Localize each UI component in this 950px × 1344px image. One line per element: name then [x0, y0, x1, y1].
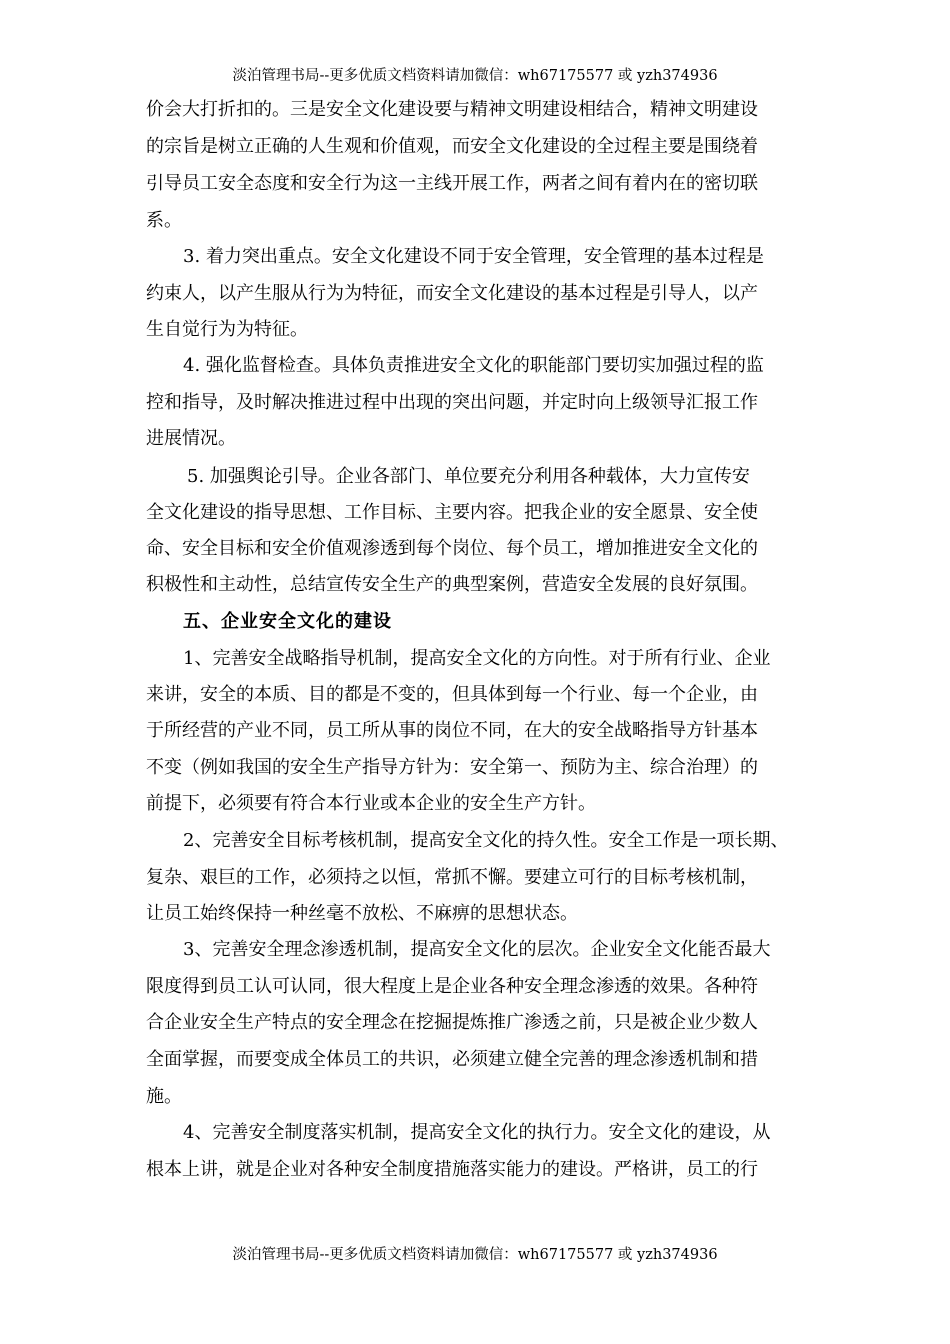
page-footer: 淡泊管理书局--更多优质文档资料请加微信：wh67175577 或 yzh374936 [232, 1247, 718, 1263]
body-line: 限度得到员工认可认同，很大程度上是企业各种安全理念渗透的效果。各种符 [146, 976, 758, 997]
body-line: 合企业安全生产特点的安全理念在挖掘提炼推广渗透之前，只是被企业少数人 [146, 1012, 758, 1033]
paragraph-first-line: 3. 着力突出重点。安全文化建设不同于安全管理，安全管理的基本过程是 [183, 246, 764, 267]
body-line: 让员工始终保持一种丝毫不放松、不麻痹的思想状态。 [146, 903, 578, 924]
body-line: 的宗旨是树立正确的人生观和价值观，而安全文化建设的全过程主要是围绕着 [146, 136, 758, 157]
body-line: 系。 [146, 210, 182, 231]
body-line: 复杂、艰巨的工作，必须持之以恒，常抓不懈。要建立可行的目标考核机制， [146, 867, 758, 888]
body-line: 来讲，安全的本质、目的都是不变的，但具体到每一个行业、每一个企业，由 [146, 684, 758, 705]
body-line: 施。 [146, 1086, 182, 1107]
section-heading: 五、企业安全文化的建设 [183, 611, 392, 632]
body-line: 全文化建设的指导思想、工作目标、主要内容。把我企业的安全愿景、安全使 [146, 502, 758, 523]
body-line: 前提下，必须要有符合本行业或本企业的安全生产方针。 [146, 793, 596, 814]
body-line: 进展情况。 [146, 428, 236, 449]
body-line: 约束人，以产生服从行为为特征，而安全文化建设的基本过程是引导人，以产 [146, 283, 758, 304]
body-line: 命、安全目标和安全价值观渗透到每个岗位、每个员工，增加推进安全文化的 [146, 538, 758, 559]
body-line: 控和指导，及时解决推进过程中出现的突出问题，并定时向上级领导汇报工作 [146, 392, 758, 413]
paragraph-first-line: 1、完善安全战略指导机制，提高安全文化的方向性。对于所有行业、企业 [183, 648, 771, 669]
paragraph-first-line: 5. 加强舆论引导。企业各部门、单位要充分利用各种载体，大力宣传安 [187, 466, 750, 487]
body-line: 生自觉行为为特征。 [146, 319, 308, 340]
paragraph-first-line: 3、完善安全理念渗透机制，提高安全文化的层次。企业安全文化能否最大 [183, 939, 771, 960]
body-line: 全面掌握，而要变成全体员工的共识，必须建立健全完善的理念渗透机制和措 [146, 1049, 758, 1070]
body-line: 根本上讲，就是企业对各种安全制度措施落实能力的建设。严格讲，员工的行 [146, 1159, 758, 1180]
body-line: 于所经营的产业不同，员工所从事的岗位不同，在大的安全战略指导方针基本 [146, 720, 758, 741]
paragraph-first-line: 2、完善安全目标考核机制，提高安全文化的持久性。安全工作是一项长期、 [183, 830, 789, 851]
body-line: 价会大打折扣的。三是安全文化建设要与精神文明建设相结合，精神文明建设 [146, 99, 758, 120]
page-header: 淡泊管理书局--更多优质文档资料请加微信：wh67175577 或 yzh374936 [232, 68, 718, 84]
body-line: 不变（例如我国的安全生产指导方针为：安全第一、预防为主、综合治理）的 [146, 757, 758, 778]
body-line: 引导员工安全态度和安全行为这一主线开展工作，两者之间有着内在的密切联 [146, 173, 758, 194]
body-line: 积极性和主动性，总结宣传安全生产的典型案例，营造安全发展的良好氛围。 [146, 574, 758, 595]
paragraph-first-line: 4. 强化监督检查。具体负责推进安全文化的职能部门要切实加强过程的监 [183, 355, 764, 376]
paragraph-first-line: 4、完善安全制度落实机制，提高安全文化的执行力。安全文化的建设，从 [183, 1122, 771, 1143]
